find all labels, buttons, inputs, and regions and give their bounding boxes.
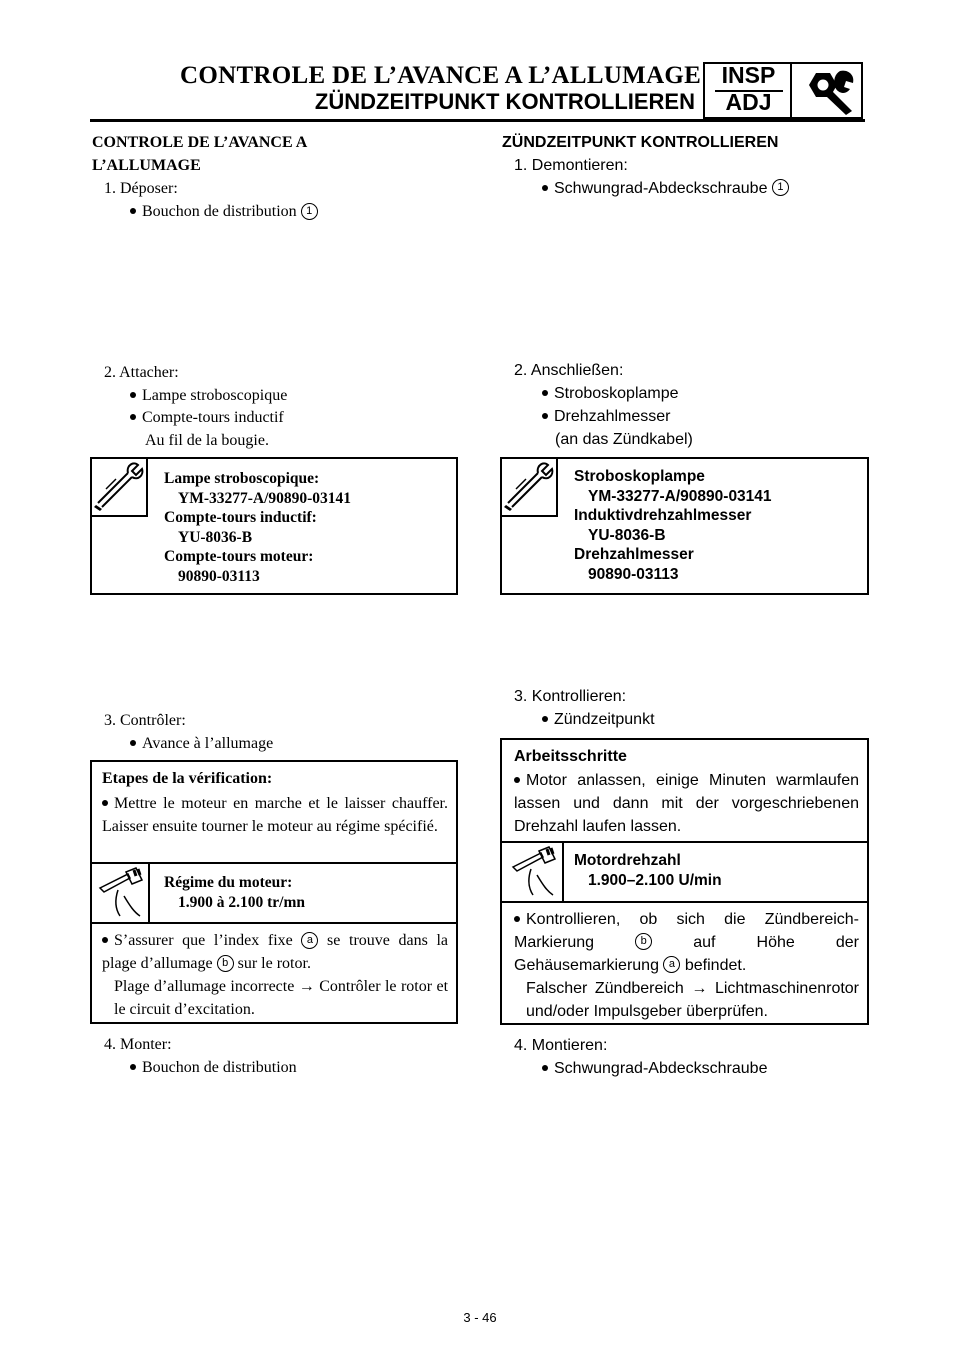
de-tool-3-code: 90890-03113 [588,565,679,583]
fr-step1-label: Déposer: [120,180,178,197]
fr-step1 [104,177,178,200]
de-heading: ZÜNDZEITPUNKT KONTROLLIEREN [502,134,779,151]
de-tool-3: Drehzahlmesser [574,546,694,563]
fr-step2-note: Au fil de la bougie. [145,432,269,449]
de-tool-1: Stroboskoplampe [574,468,705,485]
fr-tool-2: Compte-tours inductif: [164,509,317,526]
de-step3-item: Zündzeitpunkt [542,708,655,731]
badge-insp: INSP [721,62,776,88]
fr-check-title: Etapes de la vérification: [102,770,273,787]
fr-step2-item1: Lampe stroboscopique [130,384,287,407]
de-step1: 1. Demontieren: [514,157,628,174]
fr-check-bullet2-note: Plage d’allumage incorrecte → Contrôler le rotor et le circuit d’excitation. [114,978,449,1018]
fr-check-box [90,760,458,1024]
fr-step4-item: Bouchon de distribution [130,1056,297,1079]
special-tool-icon [502,459,558,517]
fr-spec-value: 1.900 à 2.100 tr/mn [178,893,306,911]
de-spec-label: Motordrehzahl [574,852,681,869]
de-step2-note: (an das Zündkabel) [555,431,693,448]
fr-step1-item: Bouchon de distribution 1 [130,200,318,223]
de-step4-item: Schwungrad-Abdeckschraube [542,1057,767,1080]
fr-step1-num: 1. [104,180,116,197]
wrench-nut-icon [800,67,858,117]
de-check-bullet2-note: Falscher Zündbereich → Lichtmaschinenrotor und/oder Impulsgeber überprüfen. [526,980,860,1020]
fr-step4: 4. Monter: [104,1036,172,1053]
caliper-icon [508,845,560,897]
fr-tool-3-code: 90890-03113 [178,567,260,585]
special-tool-icon [92,459,148,517]
fr-check-bullet1: Mettre le moteur en marche et le laisser chauffer. Laisser ensuite tourner le moteur au régime spécifié. [102,795,448,835]
de-tool-1-code: YM-33277-A/90890-03141 [588,487,772,505]
de-step3: 3. Kontrollieren: [514,688,627,705]
fr-tool-3: Compte-tours moteur: [164,548,314,565]
de-check-title: Arbeitsschritte [514,748,627,765]
de-tool-box [500,457,869,595]
de-tool-2: Induktivdrehzahlmesser [574,507,752,524]
ref-1: 1 [301,203,318,220]
page-title-de: ZÜNDZEITPUNKT KONTROLLIEREN [314,89,695,114]
fr-tool-1: Lampe stroboscopique: [164,470,320,487]
de-step2-item1: Stroboskoplampe [542,382,679,405]
fr-heading-line1: CONTROLE DE L’AVANCE A [92,134,308,151]
fr-step3-item: Avance à l’allumage [130,732,273,755]
de-check-box [500,738,869,1025]
fr-tool-2-code: YU-8036-B [178,528,253,546]
caliper-icon [96,866,146,918]
de-step1-item: Schwungrad-Abdeckschraube 1 [542,177,789,200]
de-check-bullet1: Motor anlassen, einige Minuten warmlaufen lassen und dann mit der vorgeschriebenen Drehzahl laufen lassen. [514,772,859,835]
fr-spec-label: Régime du moteur: [164,874,293,891]
badge-adj: ADJ [725,89,772,115]
page-number: 3 - 46 [463,1310,497,1325]
de-step2: 2. Anschließen: [514,362,624,379]
fr-check-bullet2: S’assurer que l’index fixe a se trouve dans la plage d’allumage b sur le rotor. [102,932,449,972]
de-check-bullet2: Kontrollieren, ob sich die Zündbereich-Markierung b auf Höhe der Gehäusemarkierung a befindet. [514,911,859,974]
fr-tool-box [90,457,458,595]
page-title-fr: CONTROLE DE L’AVANCE A L’ALLUMAGE [180,62,702,89]
fr-tool-1-code: YM-33277-A/90890-03141 [178,489,352,507]
section-badge [703,62,863,119]
de-step4: 4. Montieren: [514,1037,608,1054]
fr-step2-item2: Compte-tours inductif [130,406,284,429]
header-rule [90,119,865,122]
fr-step2: 2. Attacher: [104,364,179,381]
de-spec-value: 1.900–2.100 U/min [588,871,722,889]
de-step2-item2: Drehzahlmesser [542,405,670,428]
de-tool-2-code: YU-8036-B [588,526,666,544]
fr-heading-line2: L’ALLUMAGE [92,157,201,174]
fr-step3: 3. Contrôler: [104,712,186,729]
